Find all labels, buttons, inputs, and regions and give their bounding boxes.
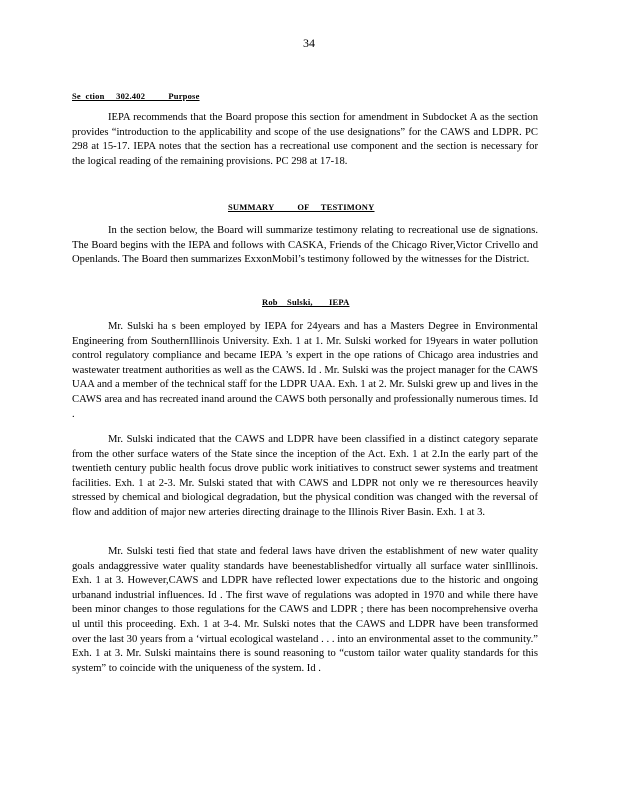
- paragraph-sulski-3: [72, 545, 538, 676]
- paragraph-sulski-2-text: Mr. Sulski indicated that the CAWS and LDPR have been classified in a distinct category separate from the other surface waters of the State since the inception of the Act. Exh. 1 at 2.In the early part of the twentieth century public health focus drove public work initiatives to construct sewer systems and treatment facilities. Exh. 1 at 2-3. Mr. Sulski stated that with CAWS and LDPR not only we re theresources heavily stressed by chemical and biological degradation, but the physical condition was changed with the reversal of flow and addition of major new arteries directing drainage to the Illinois River Basin. Exh. 1 at 3.: [72, 434, 538, 518]
- paragraph-sulski-3-text: Mr. Sulski testi fied that state and federal laws have driven the establishment of new water quality goals andaggressive water quality standards have beenestablishedfor virtually all surface water sinIllinois. Exh. 1 at 3. However,CAWS and LDPR have reflected lower expectations due to the historic and ongoing urbanand industrial influences. Id . The first wave of regulations was adopted in 1970 and while there have been minor changes to those regulations for the CAWS and LDPR ; there has been nocomprehensive overha ul until this proceeding. Exh. 1 at 3-4. Mr. Sulski notes that the CAWS and LDPR have been transformed over the last 30 years from a ‘virtual ecological wasteland . . . into an environmental asset to the community.” Exh. 1 at 3. Mr. Sulski maintains there is sound reasoning to “custom tailor water quality standards for this system” to coincide with the uniqueness of the system. Id .: [72, 546, 538, 674]
- witness-heading: Rob Sulski, IEPA: [262, 297, 350, 307]
- paragraph-summary-text: In the section below, the Board will summarize testimony relating to recreational use de signations. The Board begins with the IEPA and follows with CASKA, Friends of the Chicago River,Victor Crivello and Openlands. The Board then summarizes ExxonMobil’s testimony followed by the witnesses for the District.: [72, 225, 538, 266]
- section-heading: Se ction 302.402 Purpose: [72, 91, 200, 101]
- paragraph-summary: [72, 224, 538, 268]
- page-number: 34: [303, 36, 315, 50]
- summary-heading: SUMMARY OF TESTIMONY: [228, 202, 375, 212]
- paragraph-sulski-1: [72, 320, 538, 422]
- paragraph-sulski-2: [72, 433, 538, 521]
- paragraph-sulski-1-text: Mr. Sulski ha s been employed by IEPA for 24years and has a Masters Degree in Environmental Engineering from SouthernIllinois University. Exh. 1 at 1. Mr. Sulski worked for 19years in water pollution control regulatory compliance and became IEPA ’s expert in the ope rations of Chicago area industries and wastewater treatment authorities as well as the CAWS. Id . Mr. Sulski was the project manager for the CAWS UAA and a member of the technical staff for the LDPR UAA. Exh. 1 at 2. Mr. Sulski grew up and lives in the CAWS area and has recreated inand around the CAWS both personally and professionally numerous times. Id .: [72, 321, 538, 420]
- paragraph-purpose-text: IEPA recommends that the Board propose this section for amendment in Subdocket A as the section provides “introduction to the applicability and scope of the use designations” for the CAWS and LDPR. PC 298 at 15-17. IEPA notes that the section has a recreational use component and the section is necessary for the logical reading of the remaining provisions. PC 298 at 17-18.: [72, 112, 538, 167]
- paragraph-purpose: [72, 111, 538, 169]
